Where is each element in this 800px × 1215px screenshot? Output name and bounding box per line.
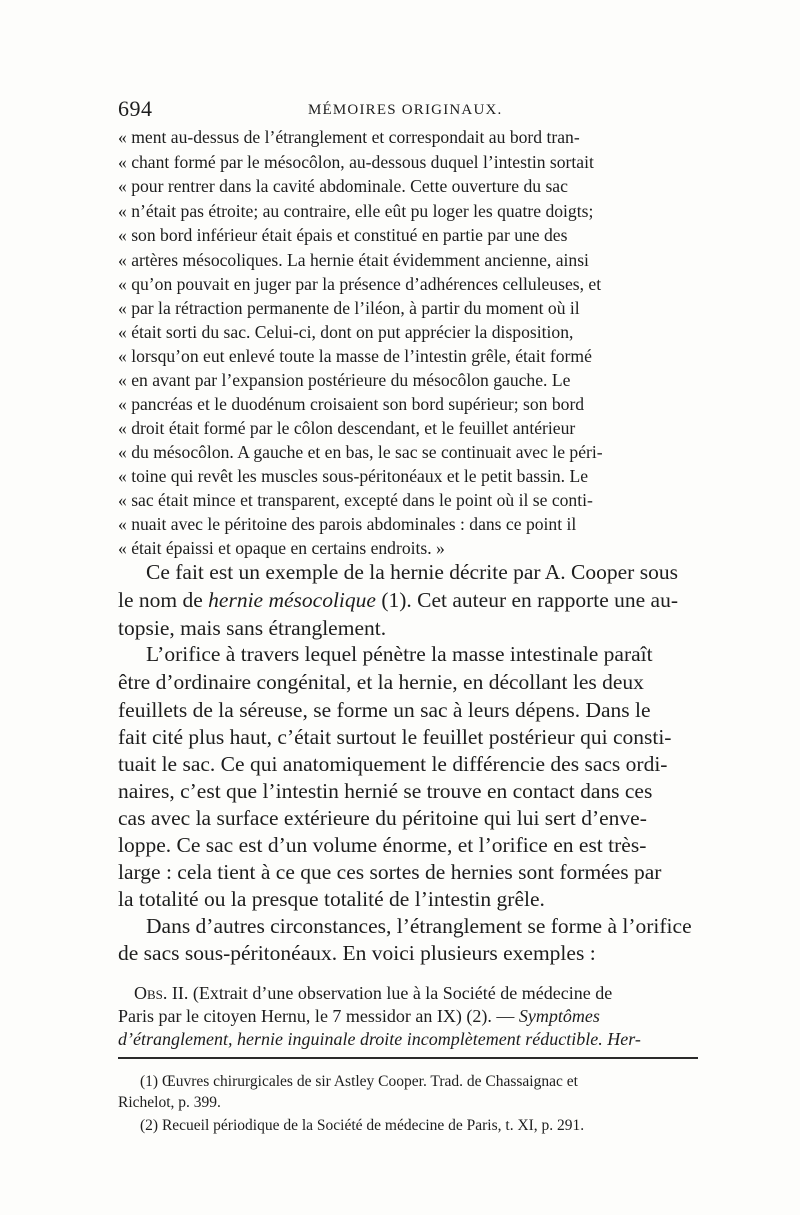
body-line: la totalité ou la presque totalité de l’intestin grêle.	[118, 887, 545, 911]
quote-line: « n’était pas étroite; au contraire, elle eût pu loger les quatre doigts;	[118, 201, 594, 221]
quote-line: « artères mésocoliques. La hernie était évidemment ancienne, ainsi	[118, 250, 589, 270]
quote-line: « pour rentrer dans la cavité abdominale. Cette ouverture du sac	[118, 176, 568, 196]
quote-line: « du mésocôlon. A gauche et en bas, le sac se continuait avec le péri-	[118, 442, 603, 462]
quote-line: « en avant par l’expansion postérieure du mésocôlon gauche. Le	[118, 370, 571, 390]
body-line: feuillets de la séreuse, se forme un sac à leurs dépens. Dans le	[118, 698, 651, 722]
quote-line: « droit était formé par le côlon descendant, et le feuillet antérieur	[118, 418, 576, 438]
body-line: fait cité plus haut, c’était surtout le feuillet postérieur qui consti-	[118, 725, 672, 749]
quote-line: « pancréas et le duodénum croisaient son bord supérieur; son bord	[118, 394, 585, 414]
body-line: loppe. Ce sac est d’un volume énorme, et l’orifice en est très-	[118, 833, 647, 857]
running-head: MÉMOIRES ORIGINAUX.	[308, 102, 503, 118]
body-line: topsie, mais sans étranglement.	[118, 616, 387, 640]
quote-line: « était sorti du sac. Celui-ci, dont on put apprécier la disposition,	[118, 322, 574, 342]
body-text-run: le nom de	[118, 588, 209, 612]
body-line: Ce fait est un exemple de la hernie décrite par A. Cooper sous	[146, 560, 678, 584]
quote-line: « chant formé par le mésocôlon, au-dessous duquel l’intestin sortait	[118, 152, 594, 172]
quote-line: « sac était mince et transparent, excepté dans le point où il se conti-	[118, 490, 593, 510]
quote-line: « qu’on pouvait en juger par la présence d’adhérences celluleuses, et	[118, 274, 602, 294]
footnote-rule	[118, 1057, 698, 1059]
footnote-1: (1) Œuvres chirurgicales de sir Astley Cooper. Trad. de Chassaignac et	[140, 1073, 578, 1090]
body-line: naires, c’est que l’intestin hernié se trouve en contact dans ces	[118, 779, 653, 803]
body-line: cas avec la surface extérieure du péritoine qui lui sert d’enve-	[118, 806, 647, 830]
body-line: L’orifice à travers lequel pénètre la masse intestinale paraît	[146, 642, 653, 666]
quote-line: « ment au-dessus de l’étranglement et correspondait au bord tran-	[118, 127, 580, 147]
quote-line: « nuait avec le péritoine des parois abdominales : dans ce point il	[118, 514, 577, 534]
obs-line	[118, 1006, 698, 1027]
term-hernie-mesocolique: hernie mésocolique	[208, 588, 376, 612]
quote-line: « était épaissi et opaque en certains endroits. »	[118, 538, 445, 558]
obs-text-run: (Extrait d’une observation lue à la Société de médecine de	[188, 983, 613, 1003]
body-line: tuait le sac. Ce qui anatomiquement le différencie des sacs ordi-	[118, 752, 668, 776]
body-text-run: (1). Cet auteur en rapporte une au-	[375, 588, 679, 612]
body-line	[118, 588, 698, 613]
quote-line: « lorsqu’on eut enlevé toute la masse de l’intestin grêle, était formé	[118, 346, 592, 366]
obs-text-run: Paris par le citoyen Hernu, le 7 messidor an IX) (2). —	[118, 1006, 519, 1026]
footnote-1-cont: Richelot, p. 399.	[118, 1094, 221, 1111]
quote-line: « par la rétraction permanente de l’iléon, à partir du moment où il	[118, 298, 580, 318]
page-number: 694	[118, 96, 153, 121]
quote-line: « son bord inférieur était épais et constitué en partie par une des	[118, 225, 568, 245]
obs-title-italic: Symptômes	[518, 1006, 600, 1026]
obs-line: d’étranglement, hernie inguinale droite incomplètement réductible. Her-	[118, 1029, 641, 1049]
obs-label: Obs. II.	[134, 983, 189, 1003]
body-line: de sacs sous-péritonéaux. En voici plusieurs exemples :	[118, 941, 596, 965]
quote-line: « toine qui revêt les muscles sous-péritonéaux et le petit bassin. Le	[118, 466, 589, 486]
obs-line	[134, 983, 698, 1004]
body-line: être d’ordinaire congénital, et la hernie, en décollant les deux	[118, 670, 644, 694]
footnote-2: (2) Recueil périodique de la Société de médecine de Paris, t. XI, p. 291.	[140, 1117, 585, 1134]
body-line: large : cela tient à ce que ces sortes de hernies sont formées par	[118, 860, 662, 884]
page-header	[118, 96, 698, 126]
body-line: Dans d’autres circonstances, l’étranglement se forme à l’orifice	[146, 914, 692, 938]
